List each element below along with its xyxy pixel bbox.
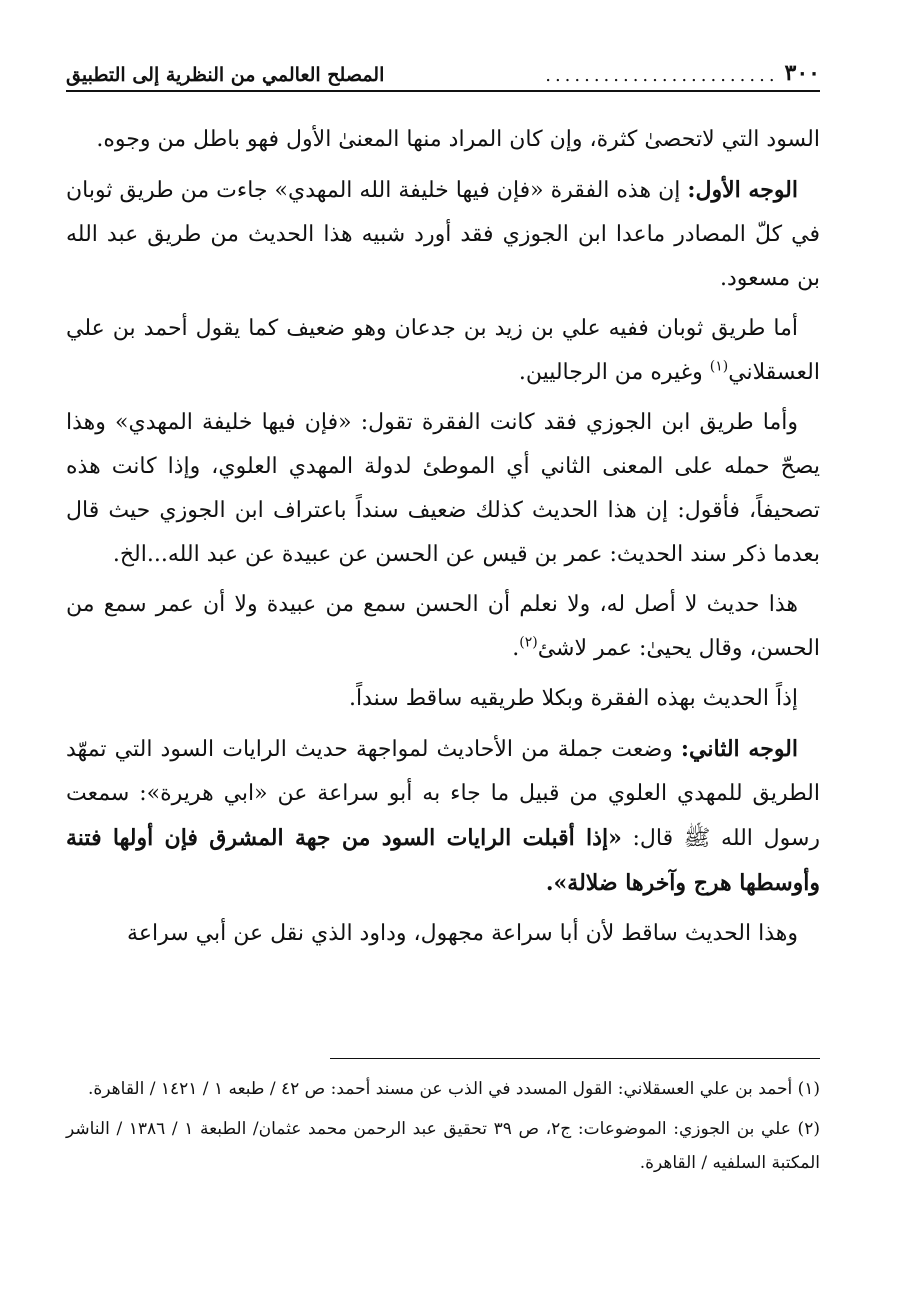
paragraph	[66, 401, 820, 577]
header-dot-leader: ........................	[545, 65, 779, 86]
footnotes	[66, 1072, 820, 1186]
paragraph-text: وهذا الحديث ساقط لأن أبا سراعة مجهول، وداود الذي نقل عن أبي سراعة	[127, 921, 798, 946]
main-text	[66, 118, 820, 962]
paragraph-text: هذا حديث لا أصل له، ولا نعلم أن الحسن سمع من عبيدة ولا أن عمر سمع من الحسن، وقال يحيىٰ: عمر لاشئ	[66, 592, 820, 661]
footnote-ref: (٢)	[519, 634, 538, 651]
paragraph	[66, 727, 820, 906]
paragraph	[66, 168, 820, 301]
paragraph-text: وأما طريق ابن الجوزي فقد كانت الفقرة تقول: «فإن فيها خليفة المهدي» وهذا يصحّ حمله على المعنى الثاني أي الموطئ لدولة المهدي العلوي، وإذا كانت هذه تصحيفاً، فأقول: إن هذا الحديث كذلك ضعيف سنداً باعتراف ابن الجوزي حيث قال بعدما ذكر سند الحديث: عمر بن قيس عن الحسن عن عبيدة عن عبد الله...الخ.	[66, 410, 820, 567]
section-lead: الوجه الثاني:	[680, 736, 798, 762]
paragraph-text: .	[512, 636, 520, 661]
running-title: المصلح العالمي من النظرية إلى التطبيق	[66, 64, 385, 86]
paragraph-text: إن هذه الفقرة «فإن فيها خليفة الله المهدي» جاءت من طريق ثوبان في كلّ المصادر ماعدا ابن الجوزي فقد أورد شبيه هذا الحديث من طريق عبد الله بن مسعود.	[66, 178, 820, 291]
paragraph	[66, 118, 820, 162]
footnote-divider	[330, 1058, 820, 1059]
footnote-2: (٢) علي بن الجوزي: الموضوعات: ج٢، ص ٣٩ تحقيق عبد الرحمن محمد عثمان/ الطبعة ١ / ١٣٨٦ / الناشر المكتبة السلفيه / القاهرة.	[66, 1119, 820, 1173]
paragraph-text: إذاً الحديث بهذه الفقرة وبكلا طريقيه ساقط سنداً.	[349, 686, 798, 711]
paragraph-text: السود التي لاتحصىٰ كثرة، وإن كان المراد منها المعنىٰ الأول فهو باطل من وجوه.	[96, 127, 820, 152]
page-number: ٣٠٠	[784, 60, 820, 86]
paragraph	[66, 677, 820, 721]
paragraph	[66, 912, 820, 956]
paragraph	[66, 307, 820, 395]
footnote-ref: (١)	[709, 358, 729, 375]
paragraph-text: وغيره من الرجاليين.	[518, 360, 710, 385]
footnote-1: (١) أحمد بن علي العسقلاني: القول المسدد في الذب عن مسند أحمد: ص ٤٢ / طبعه ١ / ١٤٢١ / القاهرة.	[87, 1079, 820, 1099]
hadith-quote: «إذا أقبلت الرايات السود من جهة المشرق فإن أولها فتنة وأوسطها هرج وآخرها ضلالة».	[66, 825, 820, 896]
paragraph-text: أما طريق ثوبان ففيه علي بن زيد بن جدعان وهو ضعيف كما يقول أحمد بن علي العسقلاني	[66, 316, 820, 385]
section-lead: الوجه الأول:	[687, 177, 798, 203]
paragraph-text: وضعت جملة من الأحاديث لمواجهة حديث الرايات السود التي تمهّد الطريق للمهدي العلوي من قبيل ما جاء به أبو سراعة عن «ابي هريرة»: سمعت رسول الله ﷺ قال:	[66, 737, 820, 851]
paragraph	[66, 583, 820, 671]
page-header	[66, 52, 820, 92]
